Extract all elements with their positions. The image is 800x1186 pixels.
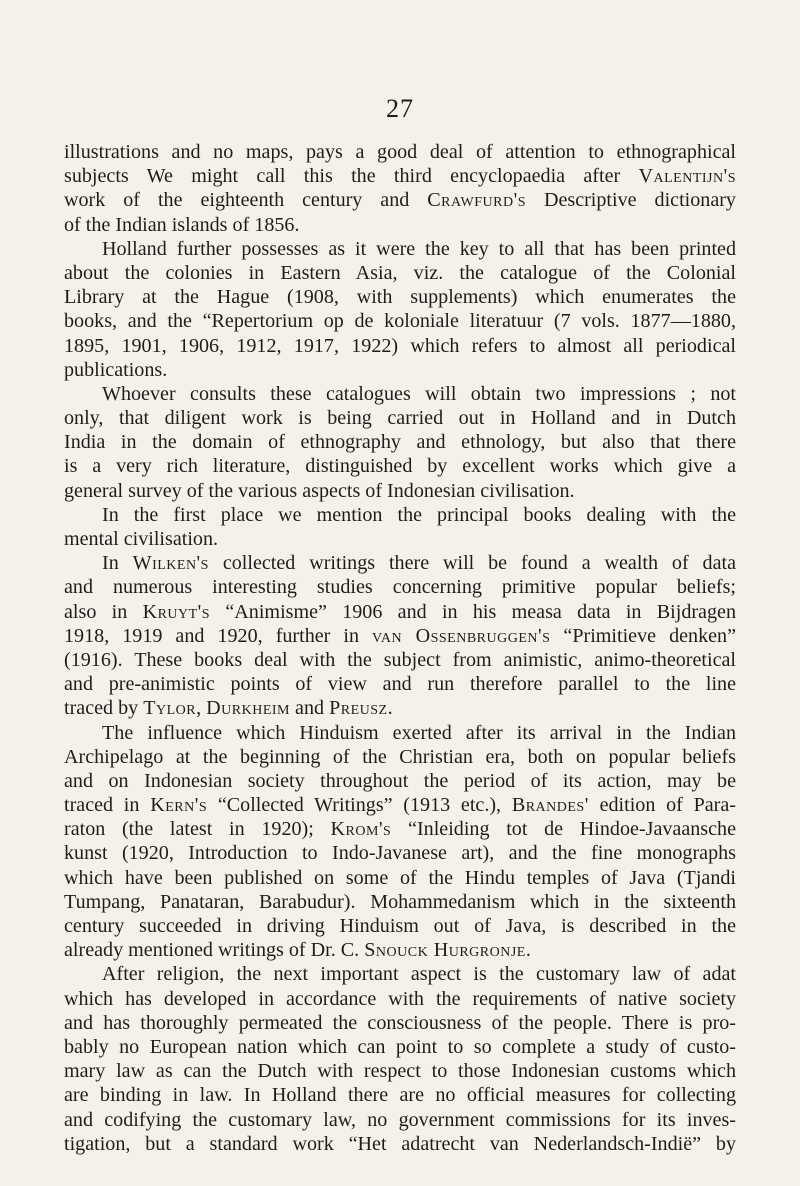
text-line	[64, 1059, 736, 1083]
page-number: 27	[386, 94, 414, 123]
text-line	[64, 406, 736, 430]
text-line	[64, 1108, 736, 1132]
text-segment: “Inleiding tot de Hindoe-Javaansche	[391, 818, 736, 841]
text-segment: and	[290, 697, 330, 720]
text-segment: of the Indian islands of 1856.	[64, 213, 300, 236]
body-text	[64, 140, 736, 1156]
text-segment: Whoever consults these catalogues will obtain two impressions ; not	[102, 382, 736, 405]
text-segment: (1916). These books deal with the subject from animistic, animo-theoretical	[64, 648, 736, 671]
text-segment: already mentioned writings of Dr. C.	[64, 939, 365, 962]
text-segment: traced in	[64, 794, 151, 817]
text-segment: tigation, but a standard work “Het adatrecht van Nederlandsch-Indië” by	[64, 1132, 736, 1155]
text-segment: The influence which Hinduism exerted after its arrival in the Indian	[102, 721, 736, 744]
text-segment: “Collected Writings” (1913 etc.),	[207, 794, 512, 817]
text-segment: In the first place we mention the principal books dealing with the	[102, 503, 736, 526]
text-line	[64, 817, 736, 841]
text-segment: and on Indonesian society throughout the period of its action, may be	[64, 769, 736, 792]
text-segment: bably no European nation which can point to so complete a study of custo-	[64, 1035, 736, 1058]
text-segment: mental civilisation.	[64, 528, 219, 550]
text-segment: 1895, 1901, 1906, 1912, 1917, 1922) which refers to almost all periodical	[64, 334, 736, 357]
text-line	[64, 866, 736, 890]
text-segment: and numerous interesting studies concerning primitive popular beliefs;	[64, 576, 736, 599]
text-segment: Holland further possesses as it were the key to all that has been printed	[102, 237, 736, 260]
author-name: van Ossenbruggen's	[372, 624, 551, 647]
text-line	[64, 1083, 736, 1107]
text-line	[64, 430, 736, 454]
text-segment: In	[102, 552, 133, 575]
text-line	[64, 575, 736, 599]
text-segment: is a very rich literature, distinguished by excellent works which give a	[64, 455, 736, 478]
text-segment: .	[525, 939, 531, 962]
text-line	[64, 382, 736, 406]
text-line	[64, 721, 736, 745]
text-segment: are binding in law. In Holland there are no official measures for collecting	[64, 1084, 736, 1107]
text-line	[64, 1132, 736, 1156]
text-segment: “Primitieve denken”	[550, 624, 736, 647]
text-line	[64, 672, 736, 696]
text-segment: subjects We might call this the third encyclopaedia after	[64, 165, 639, 188]
text-line	[64, 479, 736, 503]
text-segment: .	[387, 697, 393, 720]
text-line	[64, 890, 736, 914]
text-line	[64, 938, 736, 962]
text-line	[64, 358, 736, 382]
text-line	[64, 962, 736, 986]
text-line	[64, 1011, 736, 1035]
text-line	[64, 309, 736, 333]
text-line	[64, 188, 736, 212]
author-name: Crawfurd's	[427, 189, 526, 212]
text-line	[64, 237, 736, 261]
text-line	[64, 624, 736, 648]
text-line	[64, 261, 736, 285]
text-segment: century succeeded in driving Hinduism out of Java, is described in the	[64, 915, 736, 937]
text-segment: and pre-animistic points of view and run therefore parallel to the line	[64, 673, 736, 696]
text-segment: which have been published on some of the Hindu temples of Java (Tjandi	[64, 866, 736, 889]
text-segment: also in	[64, 600, 143, 623]
text-segment: mary law as can the Dutch with respect to those Indonesian customs which	[64, 1060, 736, 1083]
text-segment: publications.	[64, 358, 168, 381]
text-segment: Descriptive dictionary	[525, 189, 736, 212]
text-segment: India in the domain of ethnography and ethnology, but also that there	[64, 431, 736, 454]
author-name: Brandes'	[511, 794, 589, 817]
text-line	[64, 334, 736, 358]
text-line	[64, 745, 736, 769]
text-line	[64, 454, 736, 478]
text-segment: books, and the “Repertorium op de koloniale literatuur (7 vols. 1877—1880,	[64, 310, 736, 333]
text-segment: general survey of the various aspects of Indonesian civilisation.	[64, 479, 575, 502]
text-line	[64, 841, 736, 865]
text-line	[64, 213, 736, 237]
text-segment: collected writings there will be found a wealth of data	[208, 552, 736, 575]
text-line	[64, 769, 736, 793]
text-segment: which has developed in accordance with the requirements of native society	[64, 987, 736, 1010]
text-line	[64, 140, 736, 164]
text-line	[64, 987, 736, 1011]
text-segment: edition of Para-	[588, 794, 736, 817]
author-name: Kern's	[150, 794, 208, 817]
author-name: Tylor	[143, 697, 197, 720]
text-segment: Tumpang, Panataran, Barabudur). Mohammedanism which in the sixteenth	[64, 890, 736, 913]
text-segment: illustrations and no maps, pays a good deal of attention to ethnographical	[64, 141, 736, 163]
text-line	[64, 696, 736, 720]
text-line	[64, 164, 736, 188]
text-line	[64, 285, 736, 309]
text-line	[64, 503, 736, 527]
text-segment: traced by	[64, 697, 144, 720]
text-line	[64, 914, 736, 938]
text-segment: “Animisme” 1906 and in his measa data in Bijdragen	[210, 600, 736, 623]
text-segment: kunst (1920, Introduction to Indo-Javanese art), and the fine monographs	[64, 842, 736, 865]
text-line	[64, 551, 736, 575]
text-line	[64, 793, 736, 817]
text-segment: work of the eighteenth century and	[64, 189, 428, 212]
text-line	[64, 527, 736, 551]
text-line	[64, 648, 736, 672]
text-segment: about the colonies in Eastern Asia, viz. the catalogue of the Colonial	[64, 261, 736, 284]
author-name: Wilken's	[132, 552, 209, 575]
author-name: Snouck Hurgronje	[364, 939, 526, 962]
text-segment: ,	[196, 697, 207, 720]
author-name: Valentijn's	[638, 165, 736, 188]
author-name: Durkheim	[206, 697, 290, 720]
text-segment: only, that diligent work is being carried out in Holland and in Dutch	[64, 407, 736, 430]
text-segment: Library at the Hague (1908, with supplements) which enumerates the	[64, 286, 736, 309]
author-name: Krom's	[330, 818, 392, 841]
text-segment: raton (the latest in 1920);	[64, 818, 331, 841]
author-name: Preusz	[329, 697, 388, 720]
text-line	[64, 600, 736, 624]
author-name: Kruyt's	[142, 600, 211, 623]
text-segment: and codifying the customary law, no government commissions for its inves-	[64, 1108, 736, 1131]
text-segment: 1918, 1919 and 1920, further in	[64, 624, 373, 647]
text-segment: and has thoroughly permeated the consciousness of the people. There is pro-	[64, 1011, 736, 1034]
text-line	[64, 1035, 736, 1059]
text-segment: After religion, the next important aspect is the customary law of adat	[102, 963, 736, 986]
text-segment: Archipelago at the beginning of the Christian era, both on popular beliefs	[64, 745, 736, 768]
